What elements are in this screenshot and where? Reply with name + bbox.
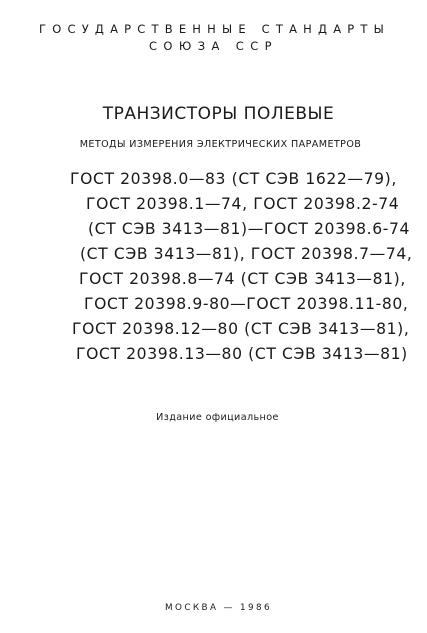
header-standards-title: ГОСУДАРСТВЕННЫЕ СТАНДАРТЫ [39,22,390,36]
header-union-title: СОЮЗА ССР [149,39,278,53]
gost-line: ГОСТ 20398.1—74, ГОСТ 20398.2-74 [86,195,400,213]
gost-line: ГОСТ 20398.0—83 (СТ СЭВ 1622—79), [70,170,397,188]
main-title: ТРАНЗИСТОРЫ ПОЛЕВЫЕ [102,104,335,124]
edition-label: Издание официальное [156,412,279,423]
gost-line: (СТ СЭВ 3413—81)—ГОСТ 20398.6-74 [88,220,410,238]
gost-line: ГОСТ 20398.8—74 (СТ СЭВ 3413—81), [79,270,406,288]
gost-line: ГОСТ 20398.12—80 (СТ СЭВ 3413—81), [72,320,410,338]
footer-city-year: МОСКВА — 1986 [165,603,272,613]
gost-line: (СТ СЭВ 3413—81), ГОСТ 20398.7—74, [80,245,413,263]
subtitle: МЕТОДЫ ИЗМЕРЕНИЯ ЭЛЕКТРИЧЕСКИХ ПАРАМЕТРОВ [79,139,362,150]
gost-line: ГОСТ 20398.13—80 (СТ СЭВ 3413—81) [76,345,408,363]
gost-line: ГОСТ 20398.9-80—ГОСТ 20398.11-80, [84,295,409,313]
